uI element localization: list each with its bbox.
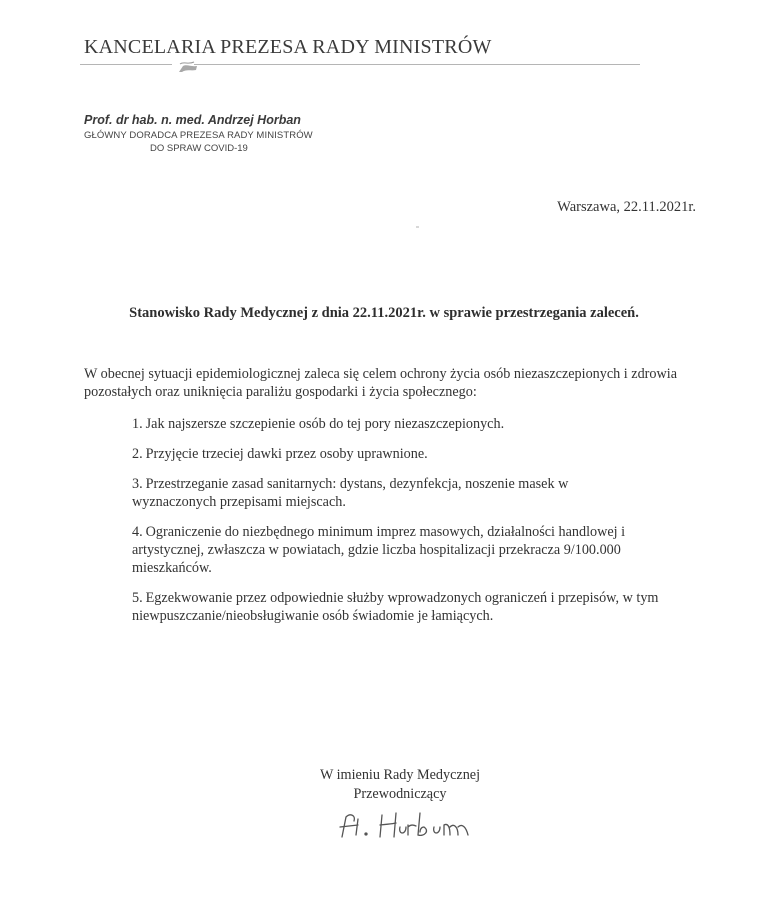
list-item bbox=[132, 445, 692, 463]
item-number: 4. bbox=[132, 524, 143, 540]
item-number: 2. bbox=[132, 446, 143, 462]
author-name: Prof. dr hab. n. med. Andrzej Horban bbox=[84, 113, 301, 127]
handwritten-signature-icon bbox=[336, 805, 496, 845]
list-item bbox=[132, 589, 672, 625]
intro-paragraph: W obecnej sytuacji epidemiologicznej zaleca się celem ochrony życia osób niezaszczepionych i zdrowia pozostałych oraz uniknięcia paraliżu gospodarki i życia społecznego: bbox=[84, 366, 677, 400]
closing-line2: Przewodniczący bbox=[353, 786, 447, 802]
document-date: Warszawa, 22.11.2021r. bbox=[557, 199, 696, 215]
closing-block bbox=[0, 766, 768, 804]
list-item bbox=[132, 475, 602, 511]
author-role-line2: DO SPRAW COVID-19 bbox=[150, 143, 248, 154]
recommendations-list bbox=[132, 415, 692, 637]
scan-speck bbox=[416, 226, 419, 228]
flag-emblem-icon bbox=[176, 60, 200, 74]
item-text: Egzekwowanie przez odpowiednie służby wprowadzonych ograniczeń i przepisów, w tym niewpuszczanie/nieobsługiwanie osób świadomie je łamiących. bbox=[132, 590, 659, 624]
closing-line1: W imieniu Rady Medycznej bbox=[319, 767, 481, 783]
item-text: Jak najszersze szczepienie osób do tej pory niezaszczepionych. bbox=[145, 416, 505, 432]
document-title: Stanowisko Rady Medycznej z dnia 22.11.2021r. w sprawie przestrzegania zaleceń. bbox=[129, 305, 639, 321]
item-number: 1. bbox=[132, 416, 143, 432]
list-item bbox=[132, 523, 684, 577]
letterhead-institution: KANCELARIA PREZESA RADY MINISTRÓW bbox=[84, 36, 492, 58]
letterhead-rule-right bbox=[194, 64, 640, 65]
list-item bbox=[132, 415, 692, 433]
item-text: Ograniczenie do niezbędnego minimum imprez masowych, działalności handlowej i artystycznej, zwłaszcza w powiatach, gdzie liczba hospitalizacji przekracza 9/100.000 mieszkańców. bbox=[132, 524, 626, 576]
item-text: Przestrzeganie zasad sanitarnych: dystans, dezynfekcja, noszenie masek w wyznaczonych przepisami miejscach. bbox=[132, 476, 569, 510]
item-text: Przyjęcie trzeciej dawki przez osoby uprawnione. bbox=[145, 446, 428, 462]
author-role: GŁÓWNY DORADCA PREZESA RADY MINISTRÓW bbox=[84, 130, 313, 141]
letterhead-rule-left bbox=[80, 64, 172, 65]
author-block bbox=[84, 113, 313, 154]
item-number: 3. bbox=[132, 476, 143, 492]
item-number: 5. bbox=[132, 590, 143, 606]
